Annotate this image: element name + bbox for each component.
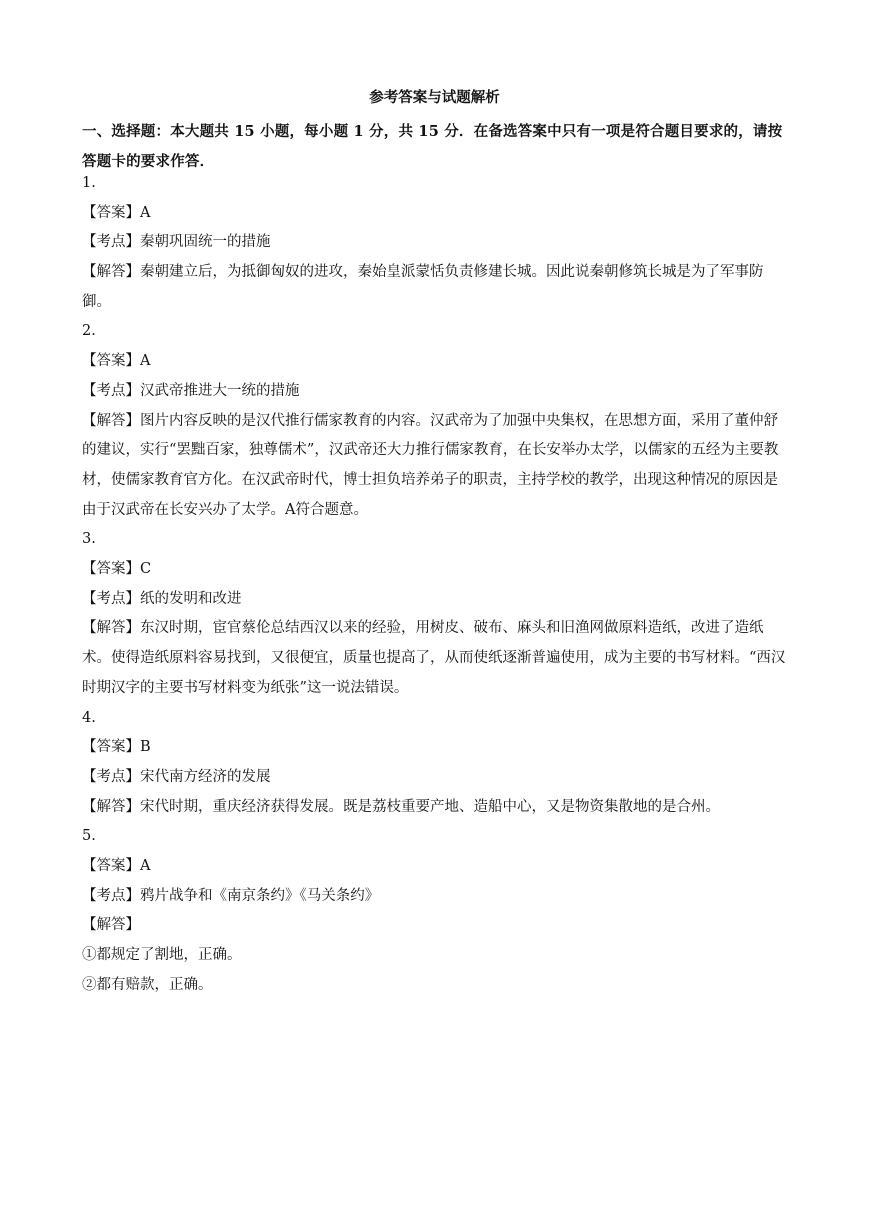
knowledge-point-line: 【考点】秦朝巩固统一的措施	[82, 234, 271, 251]
question-number: 2.	[82, 323, 96, 340]
answer-line: 【答案】C	[82, 561, 152, 578]
question-number: 5.	[82, 828, 96, 845]
analysis-paragraph: 【解答】宋代时期，重庆经济获得发展。既是荔枝重要产地、造船中心，又是物资集散地的是合州。	[82, 798, 720, 815]
analysis-paragraph: 【解答】东汉时期，宦官蔡伦总结西汉以来的经验，用树皮、破布、麻头和旧渔网做原料造纸，改进了造纸术。使得造纸原料容易找到，又很便宜，质量也提高了，从而使纸逐渐普遍使用，成为主要的书写材料。“西汉时期汉字的主要书写材料变为纸张”这一说法错误。	[82, 620, 786, 696]
question-block	[82, 317, 787, 525]
page-title: 参考答案与试题解析	[369, 89, 500, 106]
knowledge-point-line: 【考点】纸的发明和改进	[82, 590, 242, 607]
analysis-item: ①都规定了割地，正确。	[82, 947, 242, 964]
question-block	[82, 525, 787, 703]
knowledge-point-line: 【考点】宋代南方经济的发展	[82, 768, 271, 785]
analysis-label: 【解答】	[82, 917, 140, 934]
answer-list	[82, 169, 787, 1000]
knowledge-point-line: 【考点】汉武帝推进大一统的措施	[82, 382, 300, 399]
question-number: 4.	[82, 709, 96, 726]
question-number: 3.	[82, 531, 96, 548]
answer-line: 【答案】A	[82, 353, 151, 370]
question-number: 1.	[82, 175, 96, 191]
question-block	[82, 822, 787, 1000]
analysis-item: ②都有赔款，正确。	[82, 976, 213, 993]
knowledge-point-line: 【考点】鸦片战争和《南京条约》《马关条约》	[82, 887, 380, 904]
answer-line: 【答案】B	[82, 739, 151, 756]
analysis-paragraph: 【解答】图片内容反映的是汉代推行儒家教育的内容。汉武帝为了加强中央集权，在思想方面，采用了董仲舒的建议，实行“罢黜百家，独尊儒术”，汉武帝还大力推行儒家教育，在长安举办太学，以儒家的五经为主要教材，使儒家教育官方化。在汉武帝时代，博士担负培养弟子的职责，主持学校的教学，出现这种情况的原因是由于汉武帝在长安兴办了太学。A符合题意。	[82, 412, 779, 518]
question-block	[82, 704, 787, 823]
analysis-paragraph: 【解答】秦朝建立后，为抵御匈奴的进攻，秦始皇派蒙恬负责修建长城。因此说秦朝修筑长城是为了军事防御。	[82, 264, 764, 310]
question-block	[82, 169, 787, 317]
answer-line: 【答案】A	[82, 857, 151, 874]
section-heading: 一、选择题：本大题共 15 小题，每小题 1 分，共 15 分．在备选答案中只有一项是符合题目要求的，请按答题卡的要求作答．	[82, 123, 783, 170]
answer-line: 【答案】A	[82, 204, 151, 221]
